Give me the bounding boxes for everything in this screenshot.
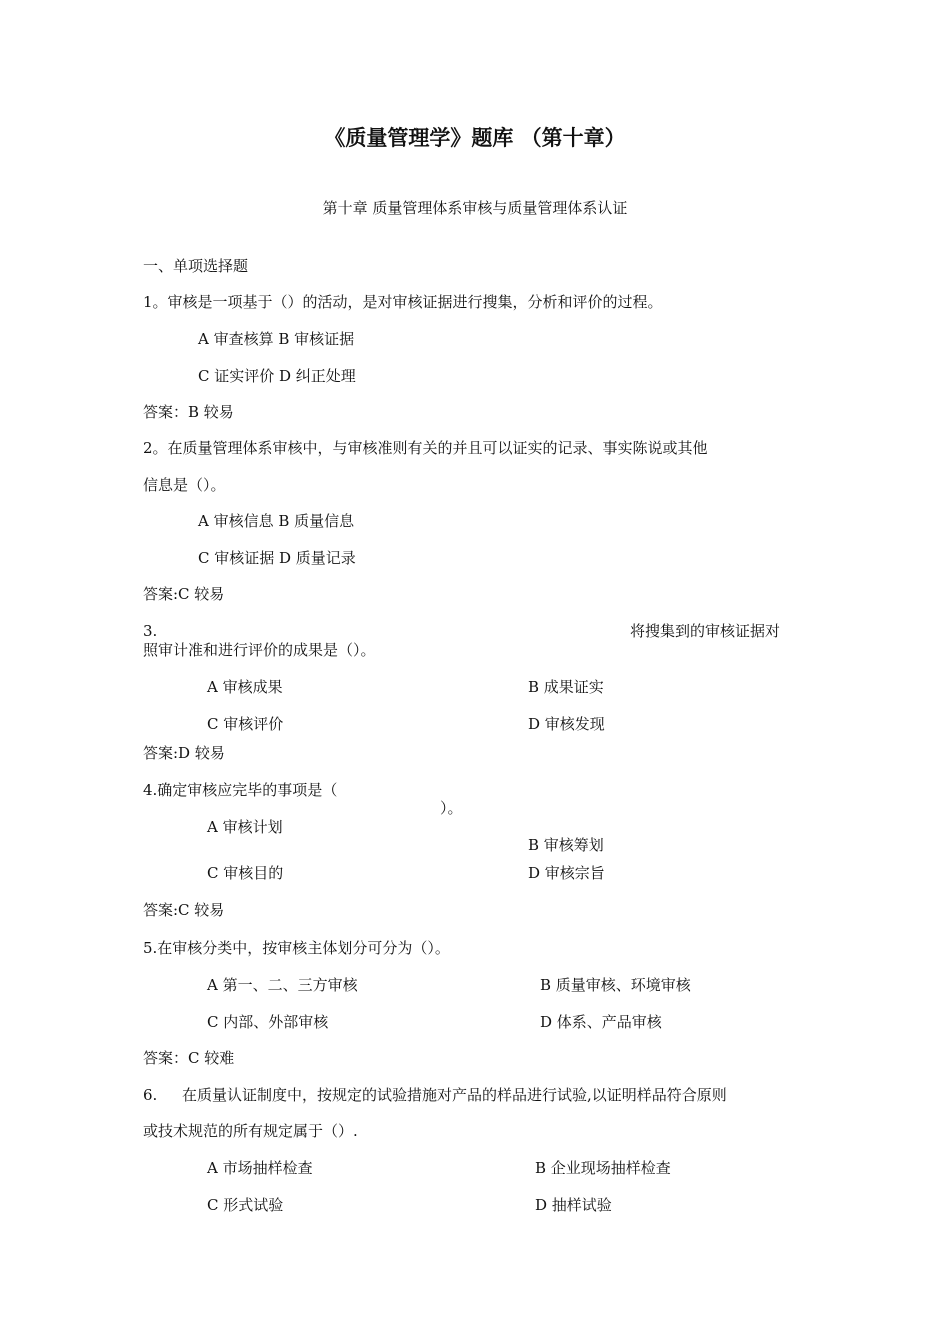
question-2-answer: 答案:C 较易 xyxy=(143,585,225,603)
question-5-option-a: A 第一、二、三方审核 xyxy=(207,976,358,994)
question-4-option-a: A 审核计划 xyxy=(207,818,283,836)
question-1-stem: 1。审核是一项基于（）的活动，是对审核证据进行搜集，分析和评价的过程。 xyxy=(143,293,663,311)
question-4-option-c: C 审核目的 xyxy=(207,864,284,882)
question-5-option-b: B 质量审核、环境审核 xyxy=(540,976,691,994)
question-6-option-a: A 市场抽样检查 xyxy=(207,1159,313,1177)
question-3-option-c: C 审核评价 xyxy=(207,715,284,733)
section-heading: 一、单项选择题 xyxy=(143,257,249,275)
question-6-option-d: D 抽样试验 xyxy=(535,1196,612,1214)
question-2-stem-line2: 信息是（）。 xyxy=(143,476,226,494)
question-4-stem: 4.确定审核应完毕的事项是（ xyxy=(143,781,338,799)
question-4-answer: 答案:C 较易 xyxy=(143,901,225,919)
question-3-answer: 答案:D 较易 xyxy=(143,744,225,762)
chapter-heading: 第十章 质量管理体系审核与质量管理体系认证 xyxy=(322,199,628,217)
question-4-option-b: B 审核筹划 xyxy=(528,836,604,854)
question-3-option-a: A 审核成果 xyxy=(207,678,283,696)
question-3-number: 3. xyxy=(143,622,158,640)
question-5-stem: 5.在审核分类中，按审核主体划分可分为（）。 xyxy=(143,939,450,957)
question-3-stem-right: 将搜集到的审核证据对 xyxy=(630,622,781,640)
question-4-option-d: D 审核宗旨 xyxy=(528,864,605,882)
question-2-stem-line1: 2。在质量管理体系审核中，与审核准则有关的并且可以证实的记录、事实陈说或其他 xyxy=(143,439,708,457)
question-2-options-cd: C 审核证据 D 质量记录 xyxy=(198,549,356,567)
question-5-option-c: C 内部、外部审核 xyxy=(207,1013,329,1031)
question-1-options-ab: A 审查核算 B 审核证据 xyxy=(198,330,355,348)
question-5-option-d: D 体系、产品审核 xyxy=(540,1013,662,1031)
page-title: 《质量管理学》题库 （第十章） xyxy=(324,126,626,150)
question-3-option-b: B 成果证实 xyxy=(528,678,604,696)
question-2-options-ab: A 审核信息 B 质量信息 xyxy=(198,512,355,530)
question-6-stem-line2: 或技术规范的所有规定属于（）. xyxy=(143,1122,358,1140)
question-1-options-cd: C 证实评价 D 纠正处理 xyxy=(198,367,356,385)
question-5-answer: 答案：C 较难 xyxy=(143,1049,235,1067)
question-6-stem-line1: 在质量认证制度中，按规定的试验措施对产品的样品进行试验,以证明样品符合原则 xyxy=(182,1086,727,1104)
question-4-stem-end: ）。 xyxy=(440,799,463,817)
question-6-option-c: C 形式试验 xyxy=(207,1196,284,1214)
question-3-stem-line2: 照审计准和进行评价的成果是（）。 xyxy=(143,641,376,659)
question-1-answer: 答案：B 较易 xyxy=(143,403,234,421)
question-6-option-b: B 企业现场抽样检查 xyxy=(535,1159,671,1177)
question-3-option-d: D 审核发现 xyxy=(528,715,605,733)
question-6-number: 6. xyxy=(143,1086,158,1104)
